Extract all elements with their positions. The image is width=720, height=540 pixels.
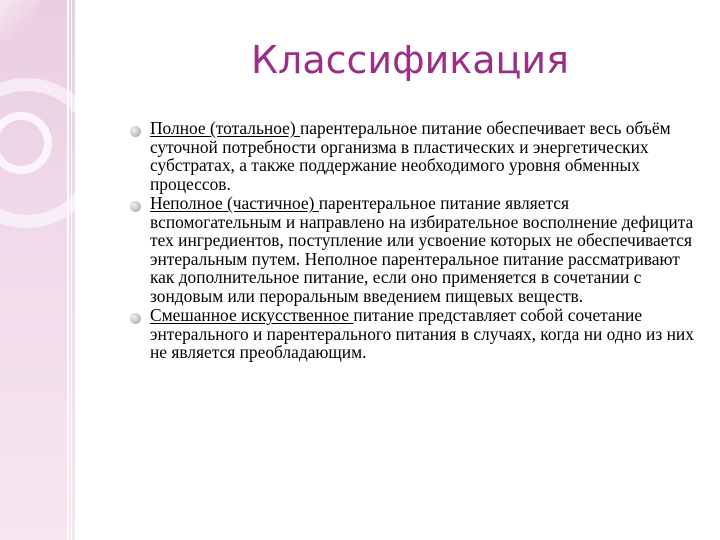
bullet-icon [130,126,141,137]
bullet-description: питание представляет собой сочетание энтерального и парентерального питания в случаях, когда ни одно из них не является преобладающим. [150,305,694,362]
bullet-lead-term: Смешанное искусственное [150,305,354,325]
panel-stripe [67,0,69,540]
bullet-text [150,306,695,362]
slide-title: Классификация [251,38,569,82]
bullet-item-partial [130,194,695,305]
bullet-description: парентеральное питание обеспечивает весь объём суточной потребности организма в пластических и энергетических субстратах, а также поддержание необходимого уровня обменных процессов. [150,118,671,194]
bullet-lead-term: Неполное (частичное) [150,193,319,213]
bullet-lead-term: Полное (тотальное) [150,118,300,138]
bullet-item-full [130,119,695,193]
panel-stripe-thin [71,0,72,540]
bullet-item-mixed [130,306,695,362]
bullet-description: парентеральное питание является вспомогательным и направлено на избирательное восполнение дефицита тех ингредиентов, поступление или усвоение которых не обеспечивается энтеральным путем. Неполное парентеральное питание рассматривают как дополнительное питание, если оно применяется в сочетании с зондовым или пероральным введением пищевых веществ. [150,193,694,306]
bullet-list [130,119,695,363]
decorative-side-panel [0,0,75,540]
page-fold-decoration [0,0,40,40]
bullet-icon [130,201,141,212]
bullet-text [150,194,695,305]
bullet-icon [130,313,141,324]
bullet-text [150,119,695,193]
